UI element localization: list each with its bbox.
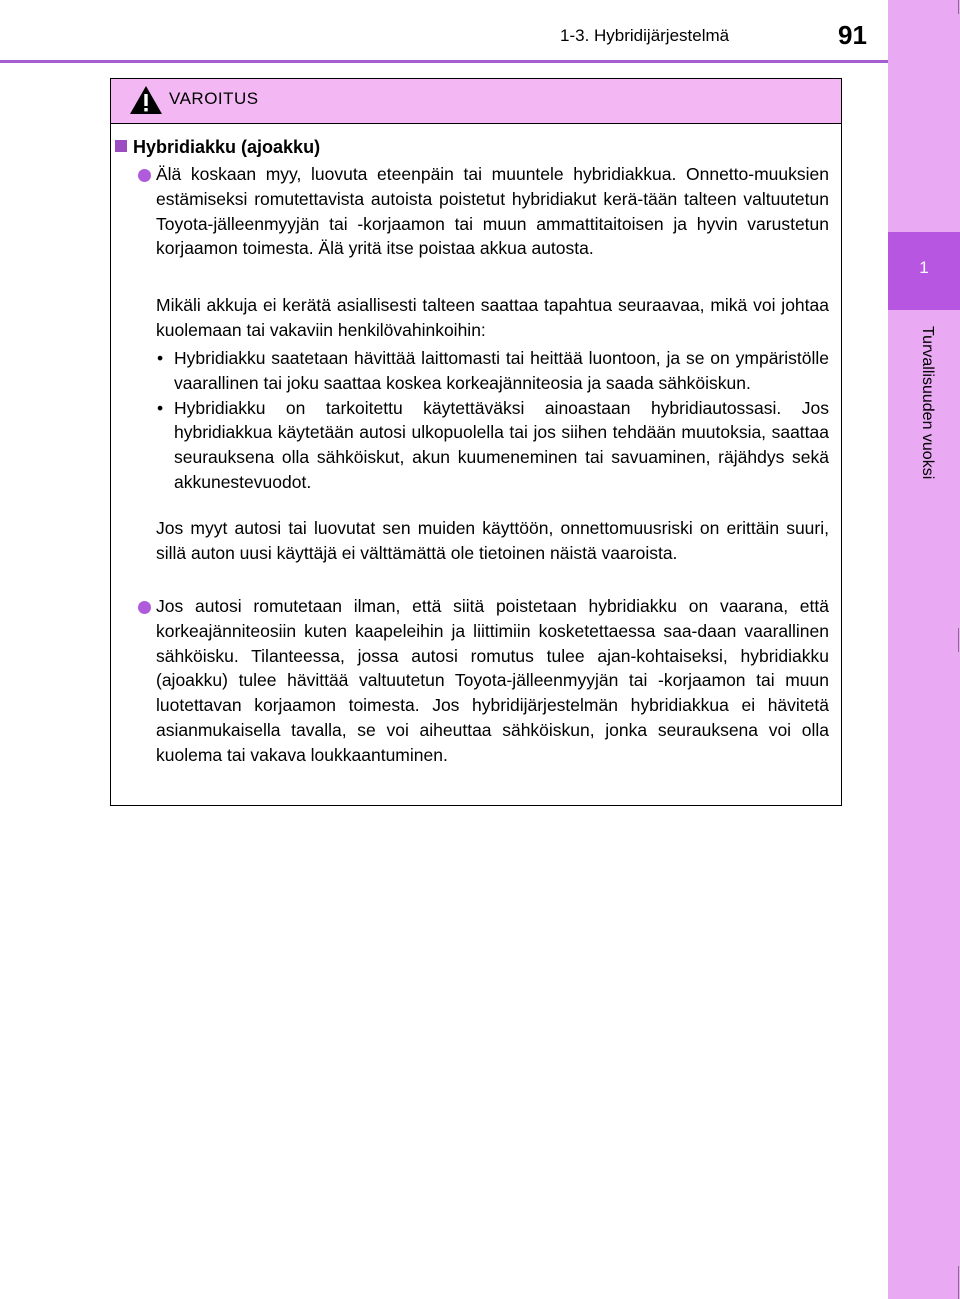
section-title: 1-3. Hybridijärjestelmä [560,26,730,45]
header-rule [0,60,888,63]
crop-mark [958,0,959,14]
warning-paragraph-4: Jos autosi romutetaan ilman, että siitä poistetaan hybridiakku on vaarana, että korkeajänniteosiin kuten kaapeleihin ja liittimiin kosketettaessa saa-daan vaarallinen sähköisku. Tilanteessa, jossa autosi romutus tulee ajan-kohtaiseksi, hybridiakku (ajoakku) tulee hävittää valtuutetun Toyota-jälleenmyyjän tai -korjaamon tai muun luotettavan korjaamon toimesta. Jos hybridijärjestelmän hybridiakkua ei hävitetä asianmukaisella tavalla, se voi aiheuttaa sähköiskun, jonka seurauksena voi olla kuolema tai vakava loukkaantuminen. [156,596,829,765]
section-heading-text: Hybridiakku (ajoakku) [133,137,321,157]
warning-paragraph-3: Jos myyt autosi tai luovutat sen muiden käyttöön, onnettomuusriski on erittäin suuri, sillä auton uusi käyttäjä ei välttämättä ole tietoinen näistä vaaroista. [156,518,829,563]
warning-box [110,78,842,806]
crop-mark [958,1266,959,1299]
crop-mark [958,628,959,652]
list-item: • Hybridiakku saatetaan hävittää laittomasti tai heittää luontoon, ja se on ympäristölle vaarallinen tai joku saattaa koskea korkeajänniteosia ja saada sähköiskun. [157,348,829,393]
page-number: 91 [838,20,867,50]
chapter-number: 1 [919,258,929,277]
warning-label: VAROITUS [169,89,259,108]
round-bullet-icon [138,169,151,182]
list-item: • Hybridiakku on tarkoitettu käytettäväksi ainoastaan hybridiautossasi. Jos hybridiakkua käytetään autosi ulkopuolella tai jos siihen tehdään muutoksia, saattaa seurauksena olla sähköiskut, akun kuumeneminen tai savuaminen, räjähdys sekä akkunestevuodot. [157,397,829,492]
chapter-title: Turvallisuuden vuoksi [919,326,936,480]
warning-triangle-icon [129,85,163,115]
warning-paragraph-2: Mikäli akkuja ei kerätä asiallisesti talteen saattaa tapahtua seuraavaa, mikä voi johtaa kuolemaan tai vakaviin henkilövahinkoihin: [156,295,829,340]
section-heading [115,137,320,158]
chapter-side-tab [888,0,960,1299]
warning-sub-list [156,346,829,495]
warning-paragraph-1: Älä koskaan myy, luovuta eteenpäin tai muuntele hybridiakkua. Onnetto-muuksien estämiseksi romutettavista autoista poistetut hybridiakut kerä-tään talteen valtuutetun Toyota-jälleenmyyjän tai -korjaamon tai muun ammattitaitoisen ja hyvin varustetun korjaamon toimesta. Älä yritä itse poistaa akkua autosta. [156,164,829,259]
round-bullet-icon [138,601,151,614]
warning-header [111,79,841,124]
square-bullet-icon [115,140,127,152]
